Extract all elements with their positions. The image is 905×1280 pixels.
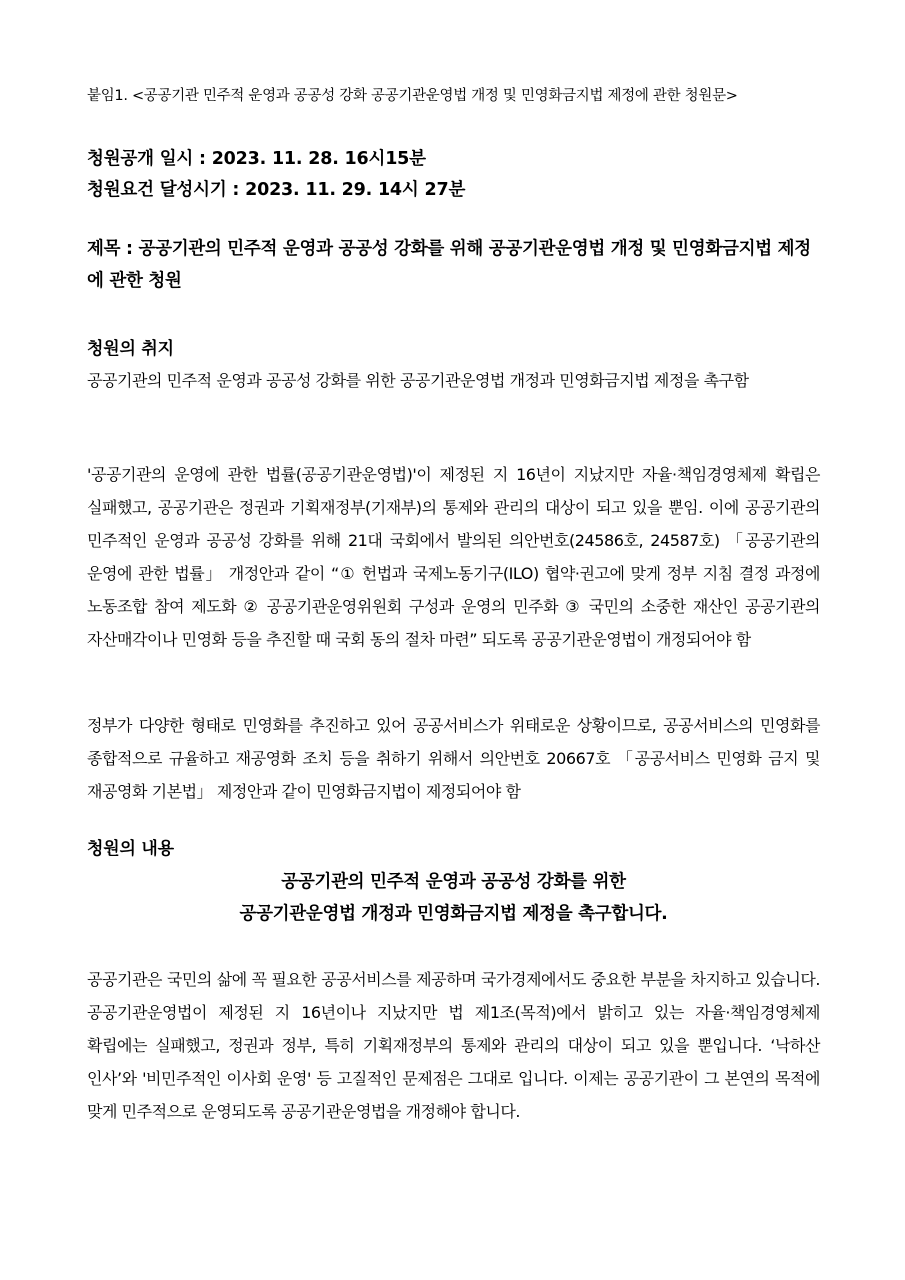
attachment-caption: 붙임1. <공공기관 민주적 운영과 공공성 강화 공공기관운영법 개정 및 민영화금지법 제정에 관한 청원문> xyxy=(87,88,738,104)
purpose-summary: 공공기관의 민주적 운영과 공공성 강화를 위한 공공기관운영법 개정과 민영화금지법 제정을 촉구함 xyxy=(87,371,749,390)
petition-title: 제목 : 공공기관의 민주적 운영과 공공성 강화를 위해 공공기관운영법 개정 및 민영화금지법 제정에 관한 청원 xyxy=(87,239,811,291)
purpose-paragraph-2: 정부가 다양한 형태로 민영화를 추진하고 있어 공공서비스가 위태로운 상황이므로, 공공서비스의 민영화를 종합적으로 규율하고 재공영화 조치 등을 취하기 위해서 의안번호 20667호 「공공서비스 민영화 금지 및 재공영화 기본법」 제정안과 같이 민영화금지법이 제정되어야 함 xyxy=(87,716,820,801)
purpose-heading: 청원의 취지 xyxy=(87,339,174,359)
content-paragraph-1: 공공기관은 국민의 삶에 꼭 필요한 공공서비스를 제공하며 국가경제에서도 중요한 부분을 차지하고 있습니다. 공공기관운영법이 제정된 지 16년이나 지났지만 법 제1조(목적)에서 밝히고 있는 자율·책임경영체제 확립에는 실패했고, 정권과 정부, 특히 기획재정부의 통제와 관리의 대상이 되고 있을 뿐입니다. ‘낙하산 인사’와 '비민주적인 이사회 운영' 등 고질적인 문제점은 그대로 입니다. 이제는 공공기관이 그 본연의 목적에 맞게 민주적으로 운영되도록 공공기관운영법을 개정해야 합니다. xyxy=(87,970,820,1121)
content-center-title-line-2: 공공기관운영법 개정과 민영화금지법 제정을 촉구합니다. xyxy=(239,904,668,924)
purpose-paragraph-1: '공공기관의 운영에 관한 법률(공공기관운영법)'이 제정된 지 16년이 지났지만 자율·책임경영체제 확립은 실패했고, 공공기관은 정권과 기획재정부(기재부)의 통제와 관리의 대상이 되고 있을 뿐임. 이에 공공기관의 민주적인 운영과 공공성 강화를 위해 21대 국회에서 발의된 의안번호(24586호, 24587호) 「공공기관의 운영에 관한 법률」 개정안과 같이 “① 헌법과 국제노동기구(ILO) 협약·권고에 맞게 정부 지침 결정 과정에 노동조합 참여 제도화 ② 공공기관운영위원회 구성과 운영의 민주화 ③ 국민의 소중한 재산인 공공기관의 자산매각이나 민영화 등을 추진할 때 국회 동의 절차 마련” 되도록 공공기관운영법이 개정되어야 함 xyxy=(87,465,820,649)
content-center-title-line-1: 공공기관의 민주적 운영과 공공성 강화를 위한 xyxy=(281,872,626,892)
publish-datetime: 청원공개 일시 : 2023. 11. 28. 16시15분 xyxy=(87,149,426,169)
content-heading: 청원의 내용 xyxy=(87,839,174,859)
requirement-datetime: 청원요건 달성시기 : 2023. 11. 29. 14시 27분 xyxy=(87,180,466,200)
